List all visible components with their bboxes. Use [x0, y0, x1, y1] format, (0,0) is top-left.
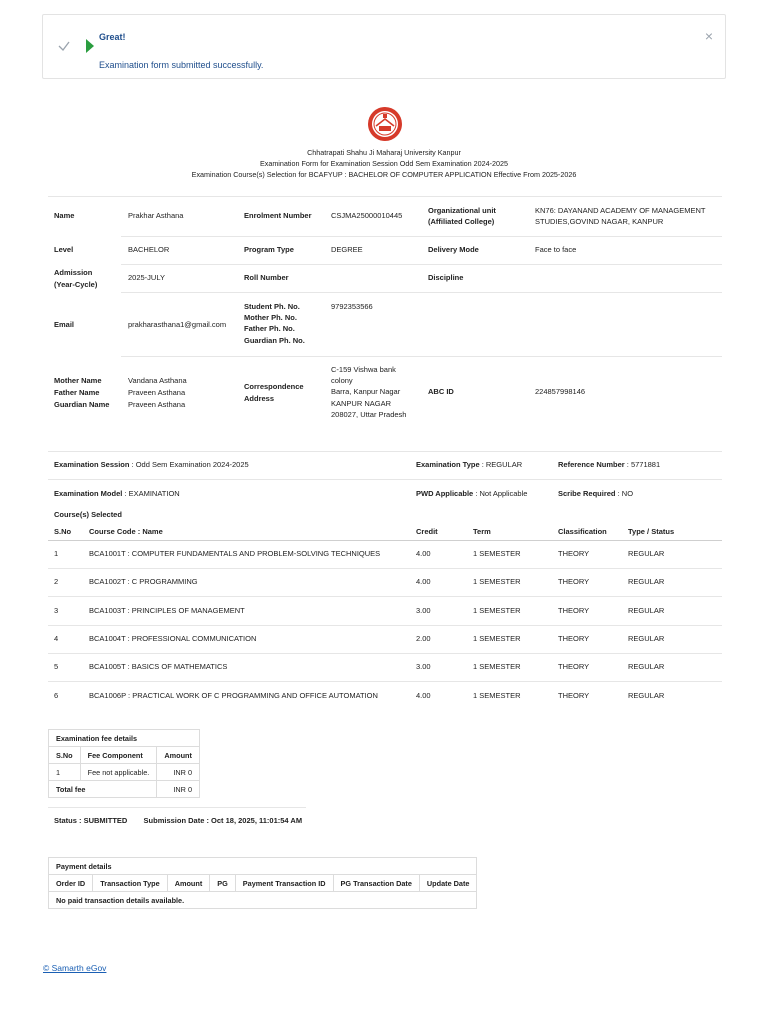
org-unit-value: KN76: DAYANAND ACADEMY OF MANAGEMENT: [535, 206, 706, 215]
address-label-sub: Address: [244, 394, 275, 403]
name-label: Name: [54, 211, 75, 220]
address-line: 208027, Uttar Pradesh: [331, 410, 407, 419]
fee-col-amount: Amount: [157, 747, 200, 764]
level-value: BACHELOR: [128, 245, 170, 254]
admission-label-sub: (Year-Cycle): [54, 280, 98, 289]
payment-col-pg: PG: [210, 875, 236, 892]
row-divider: [48, 625, 722, 626]
status-text: Status : SUBMITTED: [54, 816, 128, 825]
exam-type-label: Examination Type: [416, 460, 480, 469]
submission-date: Submission Date : Oct 18, 2025, 11:01:54 AM: [143, 816, 303, 825]
alert-title: Great!: [99, 32, 126, 42]
course-selection-title: Examination Course(s) Selection for BCAFYUP : BACHELOR OF COMPUTER APPLICATION Effective From 2025-2026: [191, 170, 577, 179]
admission-label: Admission: [54, 268, 93, 277]
course-classification: THEORY: [558, 549, 590, 558]
student-name: Prakhar Asthana: [128, 211, 184, 220]
mother-phone-label: Mother Ph. No.: [244, 313, 297, 322]
enrolment-label: Enrolment Number: [244, 211, 312, 220]
guardian-phone-label: Guardian Ph. No.: [244, 336, 305, 345]
success-alert: [42, 14, 726, 79]
course-term: 1 SEMESTER: [473, 633, 521, 643]
fee-col-component: Fee Component: [80, 747, 157, 764]
scribe-value: : NO: [615, 489, 634, 498]
course-code-name: BCA1003T : PRINCIPLES OF MANAGEMENT: [89, 605, 245, 615]
fee-table-title: Examination fee details: [49, 730, 200, 747]
exam-model-value: : EXAMINATION: [122, 489, 180, 498]
discipline-label: Discipline: [428, 273, 464, 282]
course-credit: 3.00: [416, 662, 431, 672]
guardian-name-label: Guardian Name: [54, 400, 110, 409]
delivery-mode-label: Delivery Mode: [428, 245, 479, 254]
course-sno: 5: [54, 662, 59, 672]
fee-row-sno: 1: [49, 764, 81, 781]
course-type-status: REGULAR: [628, 690, 665, 700]
course-code-name: BCA1002T : C PROGRAMMING: [89, 577, 198, 587]
total-fee-label: Total fee: [49, 781, 157, 798]
guardian-name-value: Praveen Asthana: [128, 400, 186, 409]
address-line: C-159 Vishwa bank: [331, 365, 396, 374]
col-header-term: Term: [473, 527, 491, 536]
form-title: Examination Form for Examination Session Odd Sem Examination 2024-2025: [259, 159, 509, 168]
scribe-label: Scribe Required: [558, 489, 616, 498]
payment-col-pg-transaction-date: PG Transaction Date: [333, 875, 419, 892]
org-unit-label-sub: (Affiliated College): [428, 217, 495, 226]
col-header-classification: Classification: [558, 527, 607, 536]
course-classification: THEORY: [558, 605, 590, 615]
course-classification: THEORY: [558, 662, 590, 672]
delivery-mode-value: Face to face: [535, 245, 577, 254]
level-label: Level: [54, 245, 74, 254]
exam-session-label: Examination Session: [54, 460, 130, 469]
admission-value: 2025-JULY: [128, 273, 165, 282]
fee-table: [48, 729, 200, 798]
address-line: colony: [331, 376, 353, 385]
course-classification: THEORY: [558, 690, 590, 700]
course-code-name: BCA1006P : PRACTICAL WORK OF C PROGRAMMING AND OFFICE AUTOMATION: [89, 690, 378, 700]
father-name-label: Father Name: [54, 388, 100, 397]
reference-number-label: Reference Number: [558, 460, 625, 469]
course-term: 1 SEMESTER: [473, 549, 521, 558]
course-sno: 2: [54, 577, 59, 587]
payment-col-order-id: Order ID: [49, 875, 93, 892]
org-unit-value-2: STUDIES,GOVIND NAGAR, KANPUR: [535, 217, 664, 226]
success-flag-icon: [86, 39, 94, 53]
payment-col-transaction-type: Transaction Type: [93, 875, 167, 892]
father-name-value: Praveen Asthana: [128, 388, 186, 397]
pwd-label: PWD Applicable: [416, 489, 474, 498]
course-credit: 4.00: [416, 690, 431, 700]
course-credit: 4.00: [416, 577, 431, 587]
roll-number-label: Roll Number: [244, 273, 289, 282]
scribe-required: [558, 489, 633, 498]
row-divider: [48, 653, 722, 654]
university-name: Chhatrapati Shahu Ji Maharaj University Kanpur: [307, 148, 461, 157]
address-line: Barra, Kanpur Nagar: [331, 387, 401, 396]
course-credit: 2.00: [416, 633, 431, 643]
exam-type-value: : REGULAR: [479, 460, 523, 469]
fee-row-amount: INR 0: [157, 764, 200, 781]
col-header-type-status: Type / Status: [628, 527, 675, 536]
exam-type: [416, 460, 522, 469]
course-classification: THEORY: [558, 577, 590, 587]
email-value: prakharasthana1@gmail.com: [128, 320, 227, 329]
exam-session-value: : Odd Sem Examination 2024-2025: [129, 460, 249, 469]
program-type-value: DEGREE: [331, 245, 363, 254]
pwd-applicable: [416, 489, 527, 498]
row-divider: [48, 596, 722, 597]
course-term: 1 SEMESTER: [473, 662, 521, 672]
course-type-status: REGULAR: [628, 662, 665, 672]
submission-status: [54, 816, 302, 825]
student-phone-value: 9792353566: [331, 302, 373, 311]
course-code-name: BCA1001T : COMPUTER FUNDAMENTALS AND PROBLEM-SOLVING TECHNIQUES: [89, 549, 381, 558]
course-credit: 3.00: [416, 605, 431, 615]
course-term: 1 SEMESTER: [473, 605, 521, 615]
course-sno: 4: [54, 633, 59, 643]
alert-message: Examination form submitted successfully.: [99, 60, 264, 70]
course-type-status: REGULAR: [628, 605, 665, 615]
address-label: Correspondence: [244, 382, 304, 391]
abc-id-value: 224857998146: [535, 387, 586, 396]
course-type-status: REGULAR: [628, 577, 665, 587]
abc-id-label: ABC ID: [428, 387, 454, 396]
pwd-value: : Not Applicable: [473, 489, 528, 498]
total-fee-value: INR 0: [157, 781, 200, 798]
samarth-egov-link[interactable]: © Samarth eGov: [43, 963, 107, 973]
payment-table-title: Payment details: [49, 858, 477, 875]
father-phone-label: Father Ph. No.: [244, 324, 295, 333]
course-type-status: REGULAR: [628, 549, 665, 558]
payment-empty-message: No paid transaction details available.: [49, 892, 477, 909]
payment-col-update-date: Update Date: [419, 875, 477, 892]
payment-col-payment-transaction-id: Payment Transaction ID: [235, 875, 333, 892]
exam-model-label: Examination Model: [54, 489, 123, 498]
course-sno: 6: [54, 690, 59, 700]
payment-col-amount: Amount: [167, 875, 210, 892]
course-code-name: BCA1005T : BASICS OF MATHEMATICS: [89, 662, 228, 672]
email-label: Email: [54, 320, 75, 329]
enrolment-number: CSJMA25000010445: [331, 211, 403, 220]
course-term: 1 SEMESTER: [473, 690, 521, 700]
student-phone-label: Student Ph. No.: [244, 302, 300, 311]
col-header-sno: S.No: [54, 527, 72, 536]
close-icon[interactable]: ×: [704, 28, 713, 44]
courses-selected-heading: Course(s) Selected: [54, 510, 122, 519]
exam-session: [54, 460, 249, 469]
course-type-status: REGULAR: [628, 633, 665, 643]
fee-col-sno: S.No: [49, 747, 81, 764]
program-type-label: Program Type: [244, 245, 294, 254]
mother-name-value: Vandana Asthana: [128, 376, 187, 385]
course-sno: 3: [54, 605, 59, 615]
org-unit-label: Organizational unit: [428, 206, 496, 215]
address-line: KANPUR NAGAR: [331, 399, 392, 408]
col-header-credit: Credit: [416, 527, 438, 536]
row-divider: [48, 568, 722, 569]
col-header-course: Course Code : Name: [89, 527, 163, 536]
fee-row-component: Fee not applicable.: [80, 764, 157, 781]
exam-model: [54, 489, 180, 498]
reference-number-value: : 5771881: [624, 460, 661, 469]
course-credit: 4.00: [416, 549, 431, 558]
university-logo: [367, 106, 403, 142]
course-term: 1 SEMESTER: [473, 577, 521, 587]
course-code-name: BCA1004T : PROFESSIONAL COMMUNICATION: [89, 633, 257, 643]
row-divider: [48, 681, 722, 682]
course-classification: THEORY: [558, 633, 590, 643]
mother-name-label: Mother Name: [54, 376, 102, 385]
check-icon: [57, 39, 71, 53]
payment-table: [48, 857, 477, 909]
reference-number: [558, 460, 660, 469]
course-sno: 1: [54, 549, 59, 558]
